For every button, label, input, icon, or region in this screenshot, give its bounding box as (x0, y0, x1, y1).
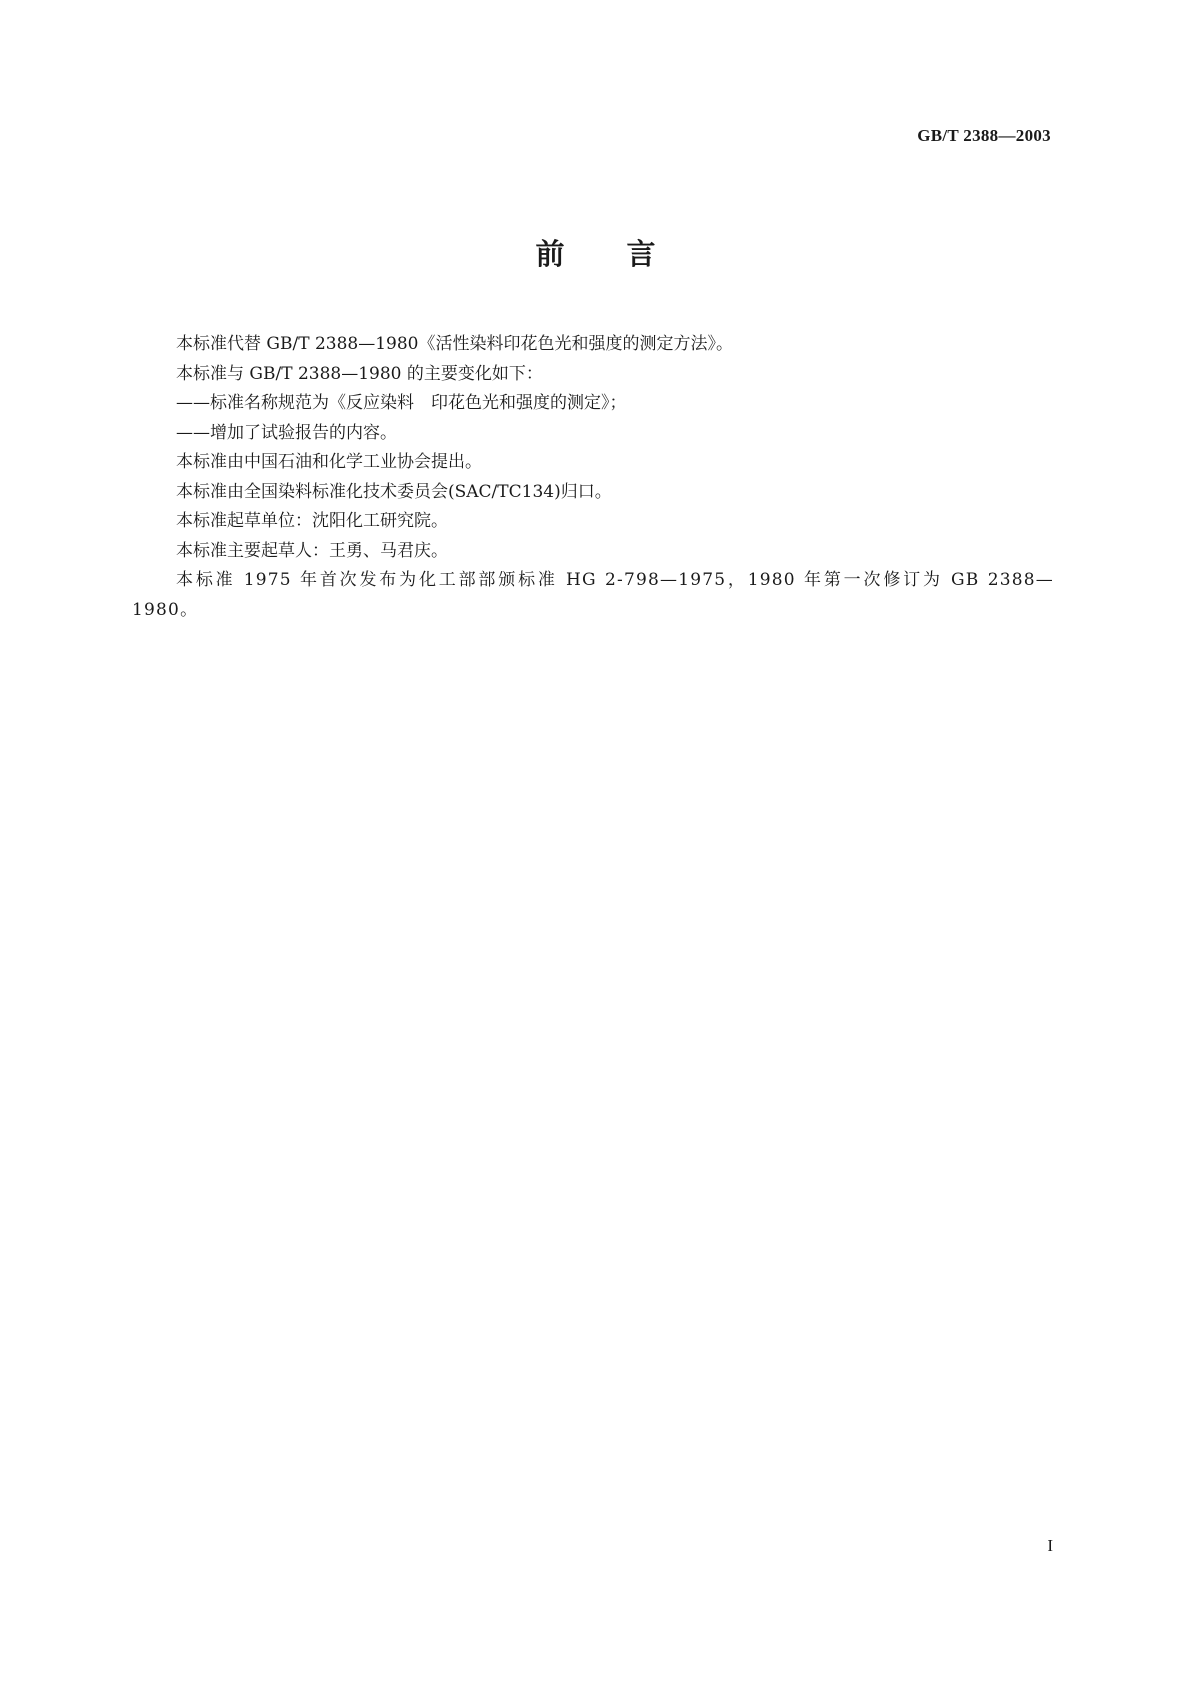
paragraph-managed-by: 本标准由全国染料标准化技术委员会(SAC/TC134)归口。 (176, 481, 612, 502)
foreword-body (132, 330, 1054, 625)
paragraph-drafting-unit: 本标准起草单位：沈阳化工研究院。 (176, 511, 448, 531)
paragraph-history: 本标准 1975 年首次发布为化工部部颁标准 HG 2-798—1975，1980 年第一次修订为 GB 2388—1980。 (132, 570, 1054, 620)
page-number: I (1047, 1536, 1053, 1555)
paragraph-replaces: 本标准代替 GB/T 2388—1980《活性染料印花色光和强度的测定方法》。 (176, 334, 733, 354)
paragraph-changes-intro: 本标准与 GB/T 2388—1980 的主要变化如下： (176, 363, 543, 384)
change-item-report: ——增加了试验报告的内容。 (176, 422, 397, 443)
change-item-name: ——标准名称规范为《反应染料 印花色光和强度的测定》； (176, 393, 627, 413)
page-title: 前言 (535, 237, 718, 271)
paragraph-proposed-by: 本标准由中国石油和化学工业协会提出。 (176, 452, 482, 472)
standard-code: GB/T 2388—2003 (917, 126, 1051, 145)
paragraph-drafters: 本标准主要起草人：王勇、马君庆。 (176, 540, 448, 561)
